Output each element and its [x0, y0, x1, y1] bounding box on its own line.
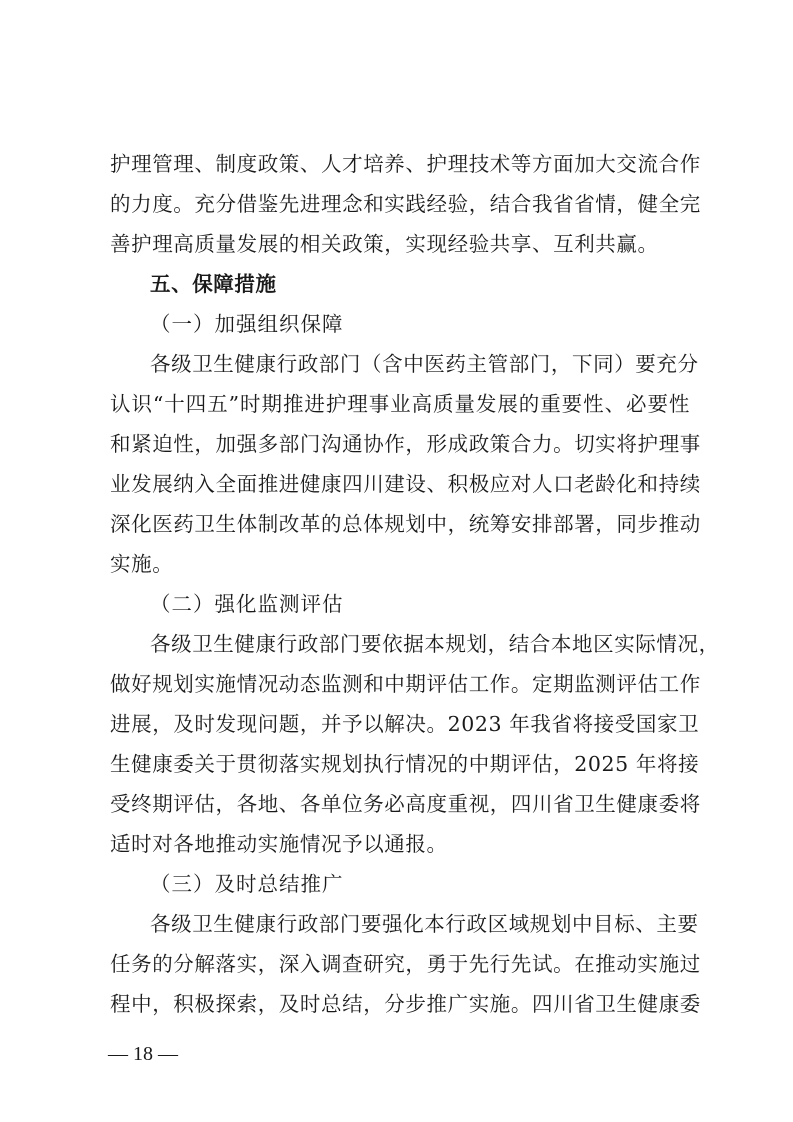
- paragraph-line: 进展，及时发现问题，并予以解决。2023 年我省将接受国家卫: [110, 712, 700, 736]
- paragraph-line: 各级卫生健康行政部门（含中医药主管部门，下同）要充分: [150, 352, 699, 376]
- paragraph-line: 生健康委关于贯彻落实规划执行情况的中期评估，2025 年将接: [110, 752, 700, 776]
- paragraph-line: 各级卫生健康行政部门要强化本行政区域规划中目标、主要: [150, 912, 699, 936]
- paragraph-line: 和紧迫性，加强多部门沟通协作，形成政策合力。切实将护理事: [110, 432, 701, 456]
- paragraph-line: 的力度。充分借鉴先进理念和实践经验，结合我省省情，健全完: [110, 192, 701, 216]
- subsection-heading: （一）加强组织保障: [150, 312, 344, 336]
- paragraph-line: 实施。: [110, 552, 174, 576]
- paragraph-line: 任务的分解落实，深入调查研究，勇于先行先试。在推动实施过: [110, 952, 701, 976]
- paragraph-line: 认识“十四五”时期推进护理事业高质量发展的重要性、必要性: [110, 392, 690, 416]
- paragraph-line: 各级卫生健康行政部门要依据本规划，结合本地区实际情况，: [150, 632, 720, 656]
- paragraph-line: 业发展纳入全面推进健康四川建设、积极应对人口老龄化和持续: [110, 472, 701, 496]
- subsection-heading: （二）强化监测评估: [150, 592, 344, 616]
- paragraph-line: 适时对各地推动实施情况予以通报。: [110, 832, 448, 856]
- paragraph-line: 善护理高质量发展的相关政策，实现经验共享、互利共赢。: [110, 232, 659, 256]
- paragraph-line: 做好规划实施情况动态监测和中期评估工作。定期监测评估工作: [110, 672, 701, 696]
- subsection-heading: （三）及时总结推广: [150, 872, 344, 896]
- paragraph-line: 受终期评估，各地、各单位务必高度重视，四川省卫生健康委将: [110, 792, 701, 816]
- paragraph-line: 护理管理、制度政策、人才培养、护理技术等方面加大交流合作: [110, 152, 701, 176]
- section-heading: 五、保障措施: [150, 272, 277, 296]
- paragraph-line: 深化医药卫生体制改革的总体规划中，统筹安排部署，同步推动: [110, 512, 701, 536]
- paragraph-line: 程中，积极探索，及时总结，分步推广实施。四川省卫生健康委: [110, 992, 701, 1016]
- page-number: — 18 —: [108, 1043, 178, 1065]
